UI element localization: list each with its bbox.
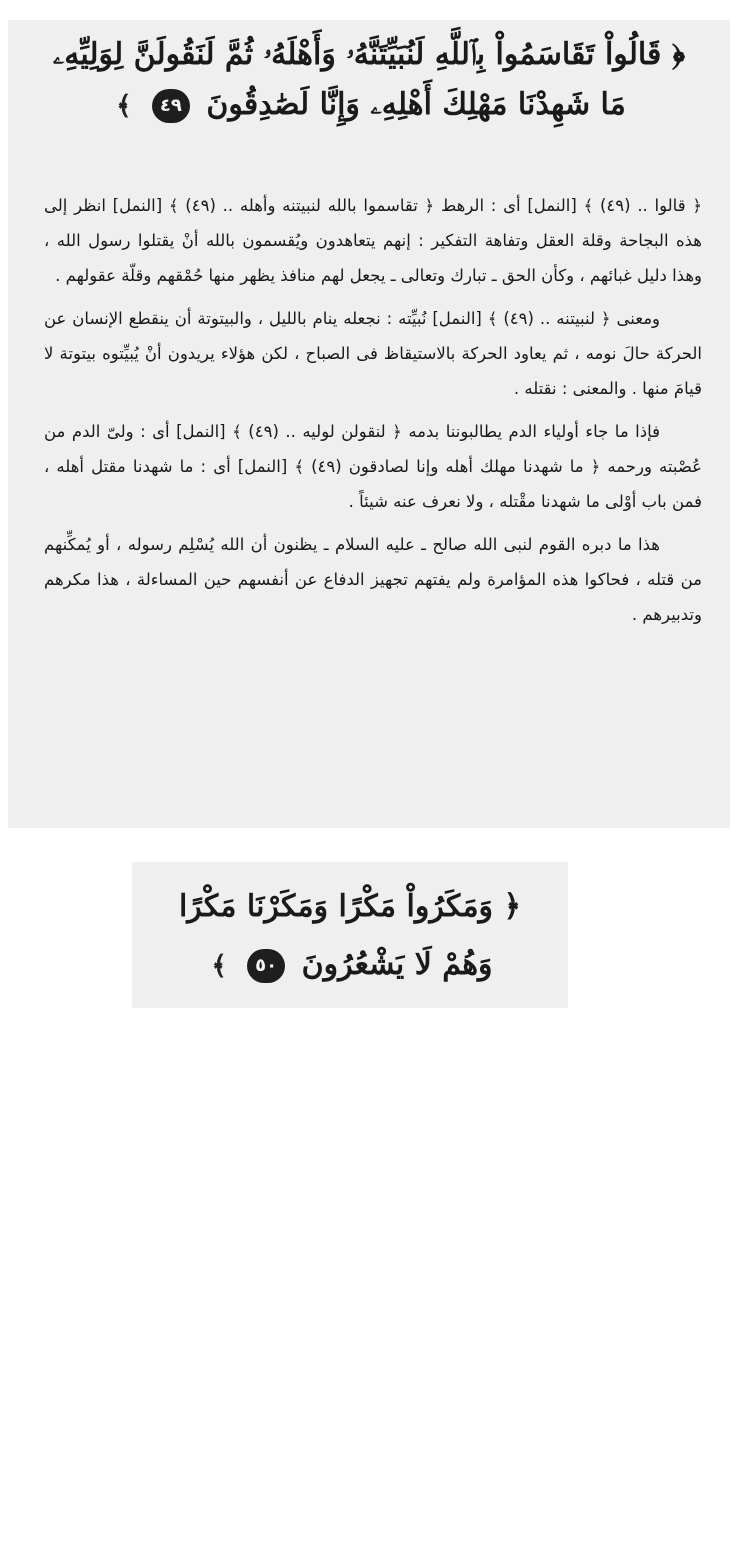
verse-end-ornament: ﴾ — [116, 91, 132, 121]
verse-line-1: ﴿ قَالُواْ تَقَاسَمُواْ بِٱللَّهِ لَنُبَيِّتَنَّهُۥ وَأَهْلَهُۥ ثُمَّ لَنَقُولَنَّ لِوَلِيِّهِۦ — [52, 37, 686, 72]
verse-line-2-text: مَا شَهِدْنَا مَهْلِكَ أَهْلِهِۦ وَإِنَّا لَصَٰدِقُونَ — [206, 87, 626, 122]
paragraph-4: هذا ما دبره القوم لنبى الله صالح ـ عليه السلام ـ يظنون أن الله يُسْلِم رسوله ، أو يُمكِّنهم من قتله ، فحاكوا هذه المؤامرة ولم يفتهم تجهيز الدفاع عن أنفسهم حين المساءلة ، هذا مكرهم وتدبيرهم . — [44, 535, 702, 624]
commentary-panel — [8, 20, 730, 828]
verse-50-end-ornament: ﴾ — [211, 951, 227, 981]
next-verse-panel — [132, 862, 568, 1008]
verse-50-line-1: ﴿ وَمَكَرُواْ مَكْرًا وَمَكَرْنَا مَكْرًا — [178, 889, 522, 924]
tafsir-text — [44, 188, 702, 640]
quran-verse-header — [30, 30, 708, 131]
verse-50-line-2 — [152, 936, 548, 995]
quran-verse-50 — [152, 878, 548, 995]
ayah-number-badge-50: ٥٠ — [247, 949, 285, 983]
paragraph-3: فإذا ما جاء أولياء الدم يطالبوننا بدمه ﴿ لنقولن لوليه .. (٤٩) ﴾ [النمل] أى : ولىّ الدم من عُصْبته ورحمه ﴿ ما شهدنا مهلك أهله وإنا لصادقون (٤٩) ﴾ [النمل] أى : ما شهدنا مقتل أهله ، فمن باب أوْلى ما شهدنا مقْتله ، ولا نعرف عنه شيئاً . — [44, 422, 702, 511]
paragraph-1: ﴿ قالوا .. (٤٩) ﴾ [النمل] أى : الرهط ﴿ تقاسموا بالله لنبيتنه وأهله .. (٤٩) ﴾ [النمل] انظر إلى هذه البجاحة وقلة العقل وتفاهة التفكير : إنهم يتعاهدون ويُقسمون بالله أنْ يقتلوا رسول الله ، وهذا دليل غبائهم ، وكأن الحق ـ تبارك وتعالى ـ يجعل لهم منافذ يظهر منها حُمْقهم وقلّة عقولهم . — [44, 196, 702, 285]
ayah-number-badge: ٤٩ — [152, 89, 190, 123]
verse-50-line-2-text: وَهُمْ لَا يَشْعُرُونَ — [301, 947, 493, 982]
verse-line-2 — [30, 80, 708, 131]
paragraph-2: ومعنى ﴿ لنبيتنه .. (٤٩) ﴾ [النمل] نُبيِّته : نجعله ينام بالليل ، والبيتوتة أن ينقطع الإنسان عن الحركة حالَ نومه ، ثم يعاود الحركة بالاستيقاظ فى الصباح ، لكن هؤلاء يريدون أنْ يُبيِّتوه بيتوتة لا قيامَ منها . والمعنى : نقتله . — [44, 309, 702, 398]
